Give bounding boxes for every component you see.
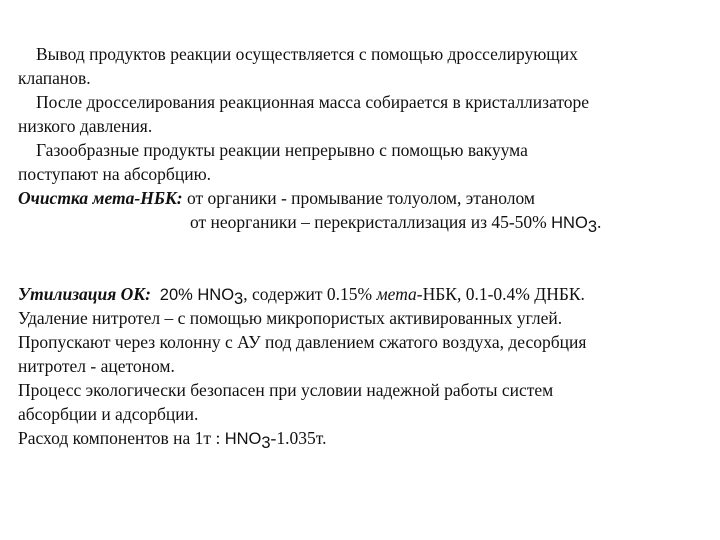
utilization-heading: Утилизация ОК: bbox=[18, 284, 152, 304]
paragraph-throttling-line1: После дросселирования реакционная масса собирается в кристаллизаторе bbox=[36, 92, 590, 112]
ecology-line1: Процесс экологически безопасен при условии надежной работы систем bbox=[18, 380, 554, 400]
purification-inorganic-text: от неорганики – перекристаллизация из 45-50% bbox=[190, 212, 552, 232]
utilization-acid-subscript: 3 bbox=[234, 290, 244, 308]
ecology-line2: абсорбции и адсорбции. bbox=[18, 404, 199, 424]
hno3-formula: HNO bbox=[551, 214, 588, 232]
purification-heading: Очистка мета-НБК: bbox=[18, 188, 183, 208]
purification-organic-text: от органики - промывание толуолом, этанолом bbox=[182, 188, 535, 208]
consumption-hno3: HNO bbox=[224, 430, 262, 448]
purification-inorganic-end: . bbox=[597, 212, 602, 232]
purification-organic-line bbox=[18, 186, 535, 210]
column-line2: нитротел - ацетоном. bbox=[18, 356, 175, 376]
paragraph-outlet-line1: Вывод продуктов реакции осуществляется с помощью дросселирующих bbox=[36, 44, 578, 64]
consumption-hno3-subscript: 3 bbox=[261, 434, 271, 452]
column-line1: Пропускают через колонну с АУ под давлением сжатого воздуха, десорбция bbox=[18, 332, 587, 352]
utilization-line bbox=[18, 282, 585, 307]
consumption-line bbox=[18, 426, 326, 451]
utilization-contains-end: -НБК, 0.1-0.4% ДНБК. bbox=[416, 284, 585, 304]
utilization-acid: 20% HNO bbox=[159, 286, 235, 304]
utilization-meta-word: мета bbox=[376, 284, 417, 304]
paragraph-gases-line2: поступают на абсорбцию. bbox=[18, 164, 212, 184]
paragraph-outlet-line2: клапанов. bbox=[18, 68, 91, 88]
consumption-value: -1.035т. bbox=[270, 428, 327, 448]
paragraph-throttling-line2: низкого давления. bbox=[18, 116, 153, 136]
utilization-contains-text: , содержит 0.15% bbox=[243, 284, 377, 304]
purification-inorganic-line bbox=[190, 210, 601, 235]
consumption-text: Расход компонентов на 1т : bbox=[18, 428, 225, 448]
paragraph-gases-line1: Газообразные продукты реакции непрерывно с помощью вакуума bbox=[36, 140, 528, 160]
hno3-subscript: 3 bbox=[587, 218, 597, 236]
removal-line: Удаление нитротел – с помощью микропористых активированных углей. bbox=[18, 308, 563, 328]
